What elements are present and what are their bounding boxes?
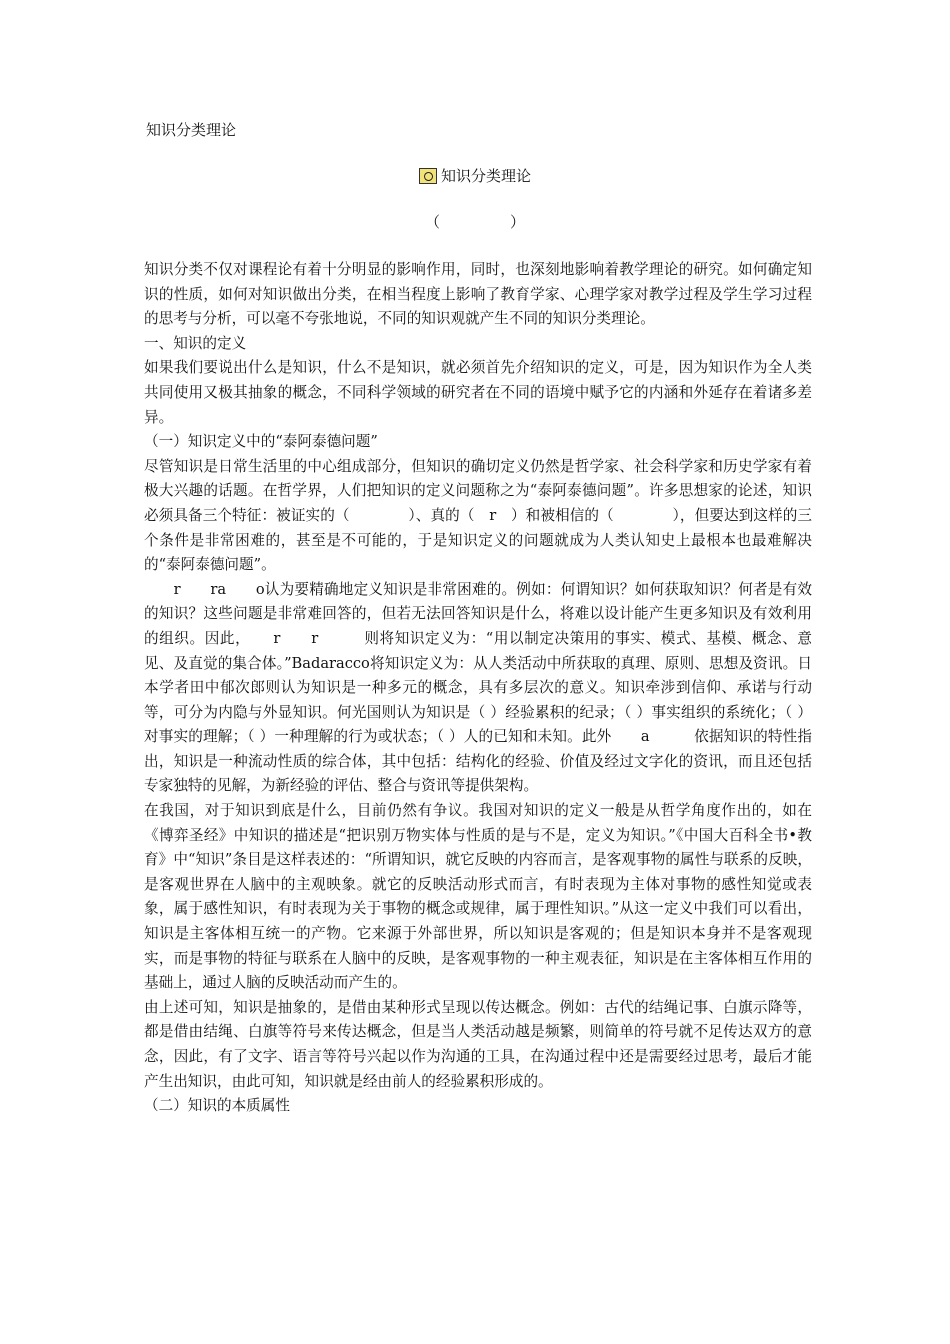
- centered-title-text: 知识分类理论: [440, 167, 531, 185]
- centered-title: [0, 166, 950, 186]
- paragraph-scholars: r ra o认为要精确地定义知识是非常困难的。例如：何谓知识？如何获取知识？何者是有效的知识？这些问题是非常难回答的，但若无法回答知识是什么，将难以设计能产生更多知识及有效利用的组织。因此， r r 则将知识定义为：“用以制定决策用的事实、模式、基模、概念、意见、及直觉的集合体。”Badaracco将知识定义为：从人类活动中所获取的真理、原则、思想及资讯。日本学者田中郁次郎则认为知识是一种多元的概念，具有多层次的意义。知识牵涉到信仰、承诺与行动等，可分为内隐与外显知识。何光国则认为知识是（ ）经验累积的纪录；（ ）事实组织的系统化；（ ）对事实的理解；（ ）一种理解的行为或状态；（ ）人的已知和未知。此外 a 依据知识的特性指出，知识是一种流动性质的综合体，其中包括：结构化的经验、价值及经过文字化的资讯，而且还包括专家独特的见解，为新经验的评估、整合与资讯等提供架构。: [144, 580, 812, 795]
- paragraph-intro: 知识分类不仅对课程论有着十分明显的影响作用，同时，也深刻地影响着教学理论的研究。如何确定知识的性质，如何对知识做出分类，在相当程度上影响了教育学家、心理学家对教学过程及学生学习过程的思考与分析，可以毫不夸张地说，不同的知识观就产生不同的知识分类理论。: [144, 261, 812, 328]
- embedded-object-icon: [419, 168, 437, 184]
- document-body: [144, 258, 812, 1119]
- paragraph-theaetetus: 尽管知识是日常生活里的中心组成部分，但知识的确切定义仍然是哲学家、社会科学家和历史学家有着极大兴趣的话题。在哲学界，人们把知识的定义问题称之为“泰阿泰德问题”。许多思想家的论述，知识必须具备三个特征：被证实的（ ）、真的（ r ）和被相信的（ ），但要达到这样的三个条件是非常困难的，甚至是不可能的，于是知识定义的问题就成为人类认知史上最根本也最难解决的“泰阿泰德问题”。: [144, 457, 812, 574]
- subsection-heading-1: （一）知识定义中的“泰阿泰德问题”: [144, 433, 378, 451]
- paragraph-summary: 由上述可知，知识是抽象的，是借由某种形式呈现以传达概念。例如：古代的结绳记事、白旗示降等，都是借由结绳、白旗等符号来传达概念，但是当人类活动越是频繁，则简单的符号就不足传达双方的意念，因此，有了文字、语言等符号兴起以作为沟通的工具，在沟通过程中还是需要经过思考，最后才能产生出知识，由此可知，知识就是经由前人的经验累积形成的。: [144, 998, 812, 1090]
- section-heading-1: 一、知识的定义: [144, 334, 247, 352]
- subtitle-open-paren: （: [424, 213, 440, 231]
- subtitle-close-paren: ）: [510, 213, 526, 231]
- paragraph-definition: 如果我们要说出什么是知识，什么不是知识，就必须首先介绍知识的定义，可是，因为知识作为全人类共同使用又极其抽象的概念，不同科学领域的研究者在不同的语境中赋予它的内涵和外延存在着诸多差异。: [144, 359, 812, 426]
- author-placeholder: [0, 212, 950, 232]
- document-header-title: 知识分类理论: [146, 121, 237, 139]
- subsection-heading-2: （二）知识的本质属性: [144, 1097, 290, 1115]
- paragraph-china: 在我国，对于知识到底是什么，目前仍然有争议。我国对知识的定义一般是从哲学角度作出的，如在《博弈圣经》中知识的描述是“把识别万物实体与性质的是与不是，定义为知识。”《中国大百科全书•教育》中“知识”条目是这样表述的：“所谓知识，就它反映的内容而言，是客观事物的属性与联系的反映，是客观世界在人脑中的主观映象。就它的反映活动形式而言，有时表现为主体对事物的感性知觉或表象，属于感性知识，有时表现为关于事物的概念或规律，属于理性知识。”从这一定义中我们可以看出，知识是主客体相互统一的产物。它来源于外部世界，所以知识是客观的；但是知识本身并不是客观现实，而是事物的特征与联系在人脑中的反映，是客观事物的一种主观表征，知识是在主客体相互作用的基础上，通过人脑的反映活动而产生的。: [144, 802, 812, 992]
